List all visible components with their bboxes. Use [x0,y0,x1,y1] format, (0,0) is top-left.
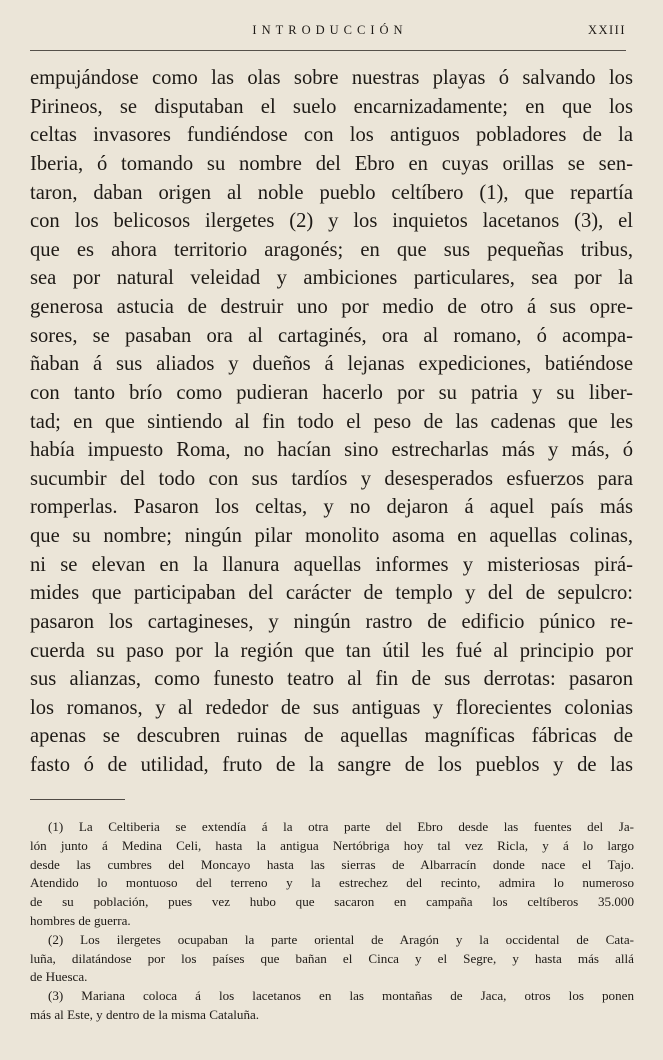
running-title: INTRODUCCIÓN [252,23,408,37]
header-rule [30,50,626,51]
body-text [30,64,633,780]
page-header [30,20,630,44]
footnote-line: de su población, pues vez hubo que sacaron en campaña los celtíberos 35.000 [30,894,634,910]
body-line: ñaban á sus aliados y dueños á lejanas expediciones, batiéndose [30,353,633,376]
body-line: sea por natural veleidad y ambiciones particulares, sea por la [30,267,633,290]
body-line: taron, daban origen al noble pueblo celtíbero (1), que repartía [30,181,633,204]
body-line: ni se elevan en la llanura aquellas informes y misteriosas pirá- [30,553,633,576]
body-line: con tanto brío como pudieran hacerlo por su patria y su liber- [30,381,633,404]
body-line: sores, se pasaban ora al cartaginés, ora al romano, ó acompa- [30,324,633,347]
footnote-line: lón junto á Medina Celi, hasta la antigua Nertóbriga hoy tal vez Ricla, y á lo largo [30,837,634,853]
footnotes [30,818,634,1025]
body-line: cuerda su paso por la región que tan útil les fué al principio por [30,639,633,662]
footnote-line: (3) Mariana coloca á los lacetanos en las montañas de Jaca, otros los ponen [48,988,634,1004]
body-line: tad; en que sintiendo al fin todo el peso de las cadenas que les [30,410,633,433]
footnote-3 [30,987,634,1025]
body-line: los romanos, y al rededor de sus antiguas y florecientes colonias [30,696,633,719]
body-line: sus alianzas, como funesto teatro al fin de sus derrotas: pasaron [30,668,633,691]
footnote-rule [30,799,125,800]
footnote-line: Atendido lo montuoso del terreno y la estrechez del recinto, admira lo numeroso [30,875,634,891]
footnote-line: hombres de guerra. [30,912,131,928]
body-line: apenas se descubren ruinas de aquellas magníficas fábricas de [30,725,633,748]
footnote-2 [30,931,634,987]
footnote-line: luña, dilatándose por los países que bañan el Cinca y el Segre, y hasta más allá [30,950,634,966]
body-line: que es ahora territorio aragonés; en que sus pequeñas tribus, [30,238,633,261]
body-line: había impuesto Roma, no hacían sino estrecharlas más y más, ó [30,439,633,462]
page-number: XXIII [587,23,626,37]
body-line: con los belicosos ilergetes (2) y los inquietos lacetanos (3), el [30,210,633,233]
body-line: Pirineos, se disputaban el suelo encarnizadamente; en que los [30,95,633,118]
footnote-line: de Huesca. [30,969,88,985]
body-line: fasto ó de utilidad, fruto de la sangre de los pueblos y de las [30,754,633,776]
body-line: que su nombre; ningún pilar monolito asoma en aquellas colinas, [30,525,633,547]
body-line: pasaron los cartagineses, y ningún rastro de edificio púnico re- [30,610,633,633]
footnote-1 [30,818,634,931]
footnote-line: desde las cumbres del Moncayo hasta las sierras de Albarracín donde nace el Tajo. [30,856,634,872]
body-line: Iberia, ó tomando su nombre del Ebro en cuyas orillas se sen- [30,152,633,175]
body-line: mides que participaban del carácter de templo y del de sepulcro: [30,582,633,605]
body-line: romperlas. Pasaron los celtas, y no dejaron á aquel país más [30,496,633,519]
body-line: empujándose como las olas sobre nuestras playas ó salvando los [30,67,633,89]
body-line: sucumbir del todo con sus tardíos y desesperados esfuerzos para [30,467,633,490]
body-line: celtas invasores fundiéndose con los antiguos pobladores de la [30,124,633,147]
footnote-line: (2) Los ilergetes ocupaban la parte oriental de Aragón y la occidental de Cata- [48,931,634,947]
footnote-line: más al Este, y dentro de la misma Cataluña. [30,1006,260,1022]
body-line: generosa astucia de destruir uno por medio de otro á sus opre- [30,296,633,318]
footnote-line: (1) La Celtiberia se extendía á la otra parte del Ebro desde las fuentes del Ja- [48,819,634,834]
